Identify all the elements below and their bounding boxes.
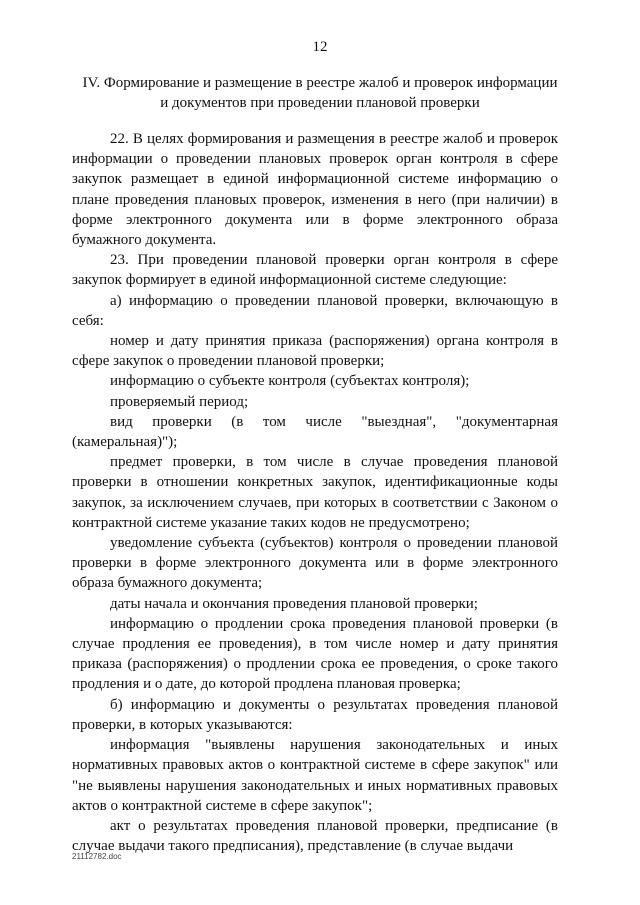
section-heading [70,73,570,113]
list-item: информация "выявлены нарушения законодательных и иных нормативных правовых актов о контрактной системе в сфере закупок" или "не выявлены нарушения законодательных и иных нормативных правовых актов о контрактной системе в сфере закупок"; [72,737,558,814]
list-item: даты начала и окончания проведения плановой проверки; [110,595,478,612]
document-file-code: 21112782.doc [72,852,122,861]
subparagraph-b: б) информацию и документы о результатах проведения плановой проверки, в которых указываются: [72,696,558,733]
paragraph-23: 23. При проведении плановой проверки орган контроля в сфере закупок формирует в единой информационной системе следующие: [72,252,558,289]
list-item: вид проверки (в том числе "выездная", "документарная (камеральная)"); [72,413,558,451]
subparagraph-a: а) информацию о проведении плановой проверки, включающую в себя: [72,292,558,329]
list-item: проверяемый период; [110,393,249,410]
list-item: номер и дату принятия приказа (распоряжения) органа контроля в сфере закупок о проведении плановой проверки; [72,333,558,370]
document-body [72,129,558,856]
page-number: 12 [312,39,328,55]
section-heading-line-2: и документов при проведении плановой проверки [160,95,480,111]
list-item: предмет проверки, в том числе в случае проведения плановой проверки в отношении конкретных закупок, идентификационные коды закупок, за исключением случаев, при которых в соответствии с Законом о контрактной системе указание таких кодов не предусмотрено; [72,454,558,531]
list-item: информацию о продлении срока проведения плановой проверки (в случае продления ее проведения), в том числе номер и дату принятия приказа (распоряжения) о продлении срока ее проведения, о сроке такого продления и о дате, до которой продлена плановая проверка; [72,615,558,693]
section-heading-line-1: IV. Формирование и размещение в реестре жалоб и проверок информации [82,75,558,91]
list-item: информацию о субъекте контроля (субъектах контроля); [110,373,470,390]
list-item: акт о результатах проведения плановой проверки, предписание (в случае выдачи такого предписания), представление (в случае выдачи [72,817,558,855]
list-item: уведомление субъекта (субъектов) контроля о проведении плановой проверки в форме электронного документа или в форме электронного образа бумажного документа; [72,535,558,592]
paragraph-22: 22. В целях формирования и размещения в реестре жалоб и проверок информации о проведении плановых проверок орган контроля в сфере закупок размещает в единой информационной системе информацию о плане проведения плановых проверок, изменения в него (при наличии) в форме электронного документа или в форме электронного образа бумажного документа. [72,131,558,249]
